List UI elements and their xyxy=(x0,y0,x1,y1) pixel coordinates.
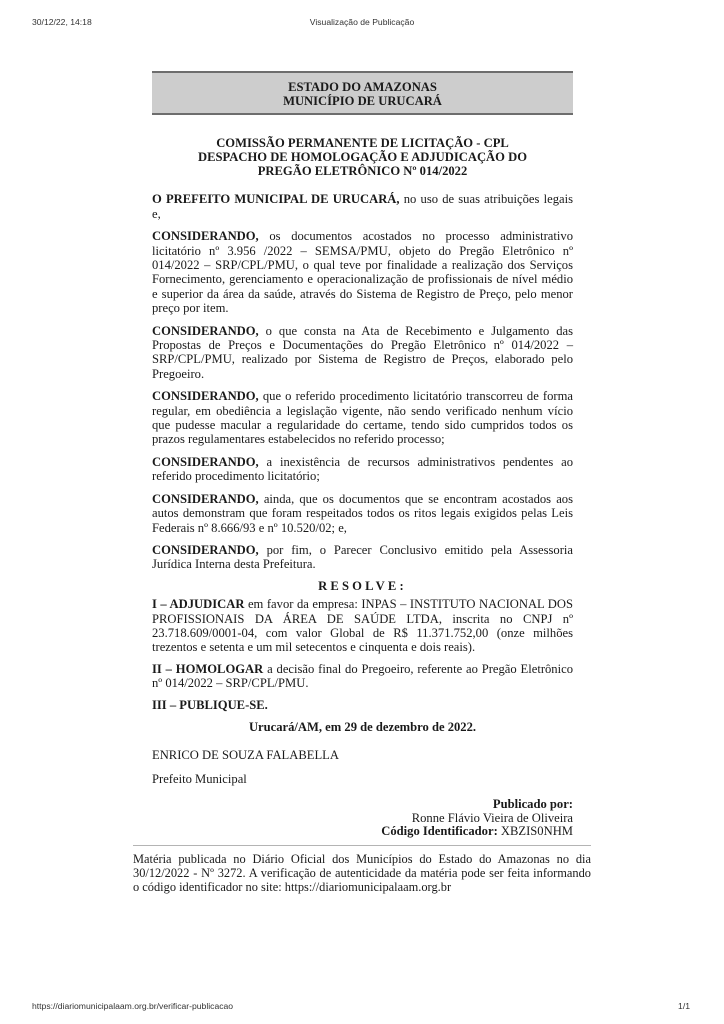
print-url: https://diariomunicipalaam.org.br/verificar-publicacao xyxy=(32,1001,234,1011)
considerando-paragraph xyxy=(152,492,573,535)
considerando-paragraph xyxy=(152,455,573,484)
considerando-label: CONSIDERANDO, xyxy=(152,491,259,506)
intro-text: no uso de suas atribuições legais e, xyxy=(152,192,573,221)
published-by-label: Publicado por: xyxy=(492,797,573,812)
considerando-text: por fim, o Parecer Conclusivo emitido pela Assessoria Jurídica Interna desta Prefeitura. xyxy=(152,542,573,572)
considerando-label: CONSIDERANDO, xyxy=(152,323,259,338)
print-page-title: Visualização de Publicação xyxy=(309,17,415,27)
city-date: Urucará/AM, em 29 de dezembro de 2022. xyxy=(248,719,477,734)
title-line-2: DESPACHO DE HOMOLOGAÇÃO E ADJUDICAÇÃO DO xyxy=(198,149,527,164)
state-name: ESTADO DO AMAZONAS xyxy=(288,80,437,94)
considerando-paragraph xyxy=(152,229,573,315)
document-title xyxy=(152,137,573,178)
publication-document xyxy=(152,71,573,838)
title-line-1: COMISSÃO PERMANENTE DE LICITAÇÃO - CPL xyxy=(216,136,509,150)
code-label: Código Identificador: xyxy=(381,824,498,839)
signer-role: Prefeito Municipal xyxy=(152,771,247,786)
considerando-paragraph xyxy=(152,543,573,572)
state-header-box xyxy=(152,71,573,115)
resolution-text: em favor da empresa: INPAS – INSTITUTO NACIONAL DOS PROFISSIONAIS DA ÁREA DE SAÚDE LTDA, inscrita no CNPJ nº 23.718.609/0001-04, com valor Global de R$ 11.371.752,00 (onze milhões trezentos e setenta e um mil setecentos e cinquenta e dois reais). xyxy=(152,597,573,655)
resolution-text: a decisão final do Pregoeiro, referente ao Pregão Eletrônico nº 014/2022 – SRP/CPL/PMU. xyxy=(152,661,573,691)
resolution-label: III – PUBLIQUE-SE. xyxy=(152,697,268,712)
considerando-text: os documentos acostados no processo administrativo licitatório nº 3.956 /2022 – SEMSA/PMU, objeto do Pregão Eletrônico nº 014/2022 – SRP/CPL/PMU, o qual teve por finalidade a realização dos Serviços Fornecimento, gerenciamento e operacionalização de profissionais de nível médio e superior da área da saúde, através do Sistema de Registro de Preço, pelo menor preço por item. xyxy=(152,229,573,316)
municipality-name: MUNICÍPIO DE URUCARÁ xyxy=(283,94,442,109)
considerando-text: ainda, que os documentos que se encontram acostados aos autos demonstram que foram respeitados todos os ritos legais exigidos pelas Leis Federais nº 8.666/93 e nº 10.520/02; e, xyxy=(152,491,573,535)
considerando-text: a inexistência de recursos administrativos pendentes ao referido procedimento licitatório; xyxy=(152,454,573,484)
considerando-text: o que consta na Ata de Recebimento e Julgamento das Propostas de Preços e Documentações do Pregão Eletrônico nº 014/2022 – SRP/CPL/PMU, realizado por Sistema de Registro de Preços, elaborado pelo Pregoeiro. xyxy=(152,323,573,381)
publisher-name: Ronne Flávio Vieira de Oliveira xyxy=(411,810,573,825)
print-header xyxy=(0,17,724,29)
resolution-label: I – ADJUDICAR xyxy=(152,597,245,612)
signer-name: ENRICO DE SOUZA FALABELLA xyxy=(152,748,339,763)
title-line-3: PREGÃO ELETRÔNICO Nº 014/2022 xyxy=(257,163,468,178)
publication-note: Matéria publicada no Diário Oficial dos Municípios do Estado do Amazonas no dia 30/12/2022 - Nº 3272. A verificação de autenticidade da matéria pode ser feita informando o código identificador no site: https://diariomunicipalaam.org.br xyxy=(133,852,591,894)
considerando-label: CONSIDERANDO, xyxy=(152,542,259,557)
considerando-label: CONSIDERANDO, xyxy=(152,454,259,469)
print-footer xyxy=(0,1001,724,1013)
considerando-paragraph xyxy=(152,389,573,447)
intro-bold: O PREFEITO MUNICIPAL DE URUCARÁ, xyxy=(152,192,400,207)
considerando-label: CONSIDERANDO, xyxy=(152,389,259,404)
intro-paragraph xyxy=(152,192,573,221)
considerando-paragraph xyxy=(152,324,573,382)
resolve-heading: RESOLVE: xyxy=(318,578,407,593)
considerando-label: CONSIDERANDO, xyxy=(152,229,259,244)
resolution-item xyxy=(152,662,573,691)
print-datetime: 30/12/22, 14:18 xyxy=(32,17,92,27)
identifier-code: XBZIS0NHM xyxy=(500,824,573,839)
published-by-block xyxy=(152,798,573,838)
considerando-text: que o referido procedimento licitatório transcorreu de forma regular, em obediência a legislação vigente, não sendo verificado nenhum vício que pudesse macular a regularidade do certame, tendo sido cumpridos todos os prazos regulamentares estabelecidos no referido processo; xyxy=(152,389,573,447)
resolution-label: II – HOMOLOGAR xyxy=(152,661,264,676)
print-page-number: 1/1 xyxy=(678,1001,690,1011)
resolution-item xyxy=(152,597,573,655)
footer-divider xyxy=(133,845,591,846)
resolution-item xyxy=(152,698,573,712)
